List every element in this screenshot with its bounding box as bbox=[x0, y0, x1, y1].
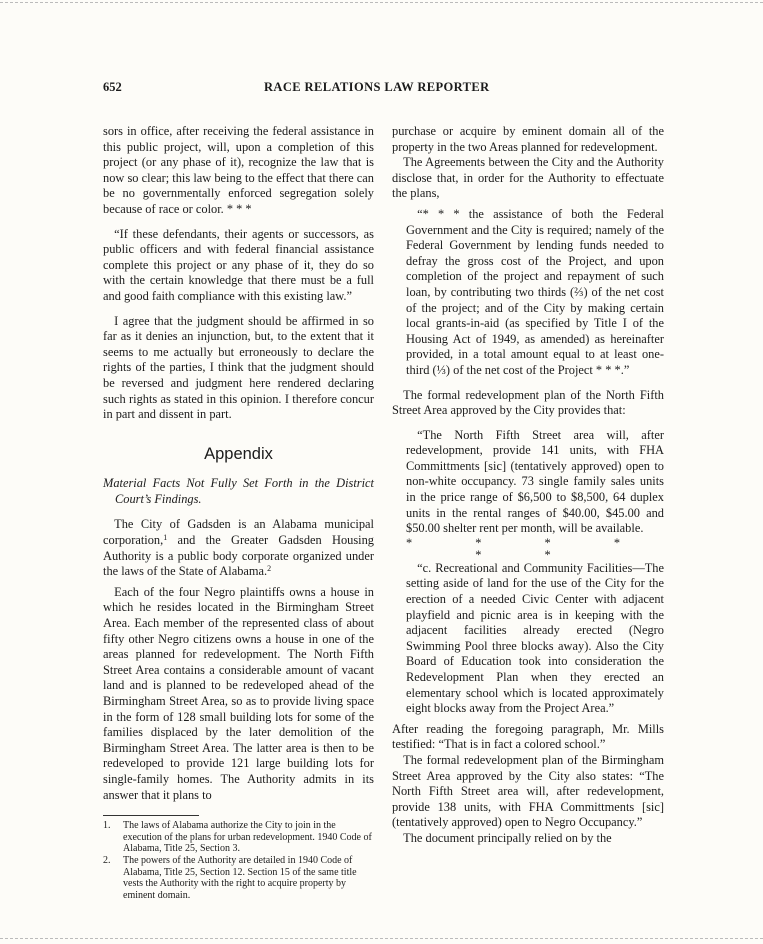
paragraph: The document principally relied on by the bbox=[403, 830, 612, 845]
page-number: 652 bbox=[103, 80, 122, 94]
footnote bbox=[103, 855, 374, 901]
quoted-paragraph: “* * * the assistance of both the Federal Government and the City is required; namely of the Federal Government by lending funds needed to defray the gross cost of the Project, and upon completion of the project and repayment of such loan, by contributing two thirds (⅔) of the net cost of the project; and of the City by making certain local grants-in-aid (as specified by Title I of the Housing Act of 1949, as amended) as hereinafter provided, in a total amount equal to at least one-third (⅓) of the net cost of the Project * * *.” bbox=[406, 206, 664, 377]
footnote-rule bbox=[103, 815, 199, 816]
appendix-heading: Appendix bbox=[204, 444, 273, 463]
footnote bbox=[103, 820, 374, 855]
footnote-ref-1: 1 bbox=[163, 533, 168, 543]
footnote-text: The powers of the Authority are detailed in 1940 Code of Alabama, Title 25, Section 12. Section 15 of the same title vests the Authority with the right to acquire property by eminent domain. bbox=[123, 854, 357, 901]
right-column bbox=[392, 124, 664, 847]
paragraph: sors in office, after receiving the federal assistance in this public project, will, upon a completion of this project (or any phase of it), recognize the law that is now so clear; this law being to the effect that there can be no governmentally enforced segregation solely because of race or color. * * * bbox=[103, 124, 374, 216]
footnote-text: The laws of Alabama authorize the City to join in the execution of the plans for urban redevelopment. 1940 Code of Alabama, Title 25, Section 3. bbox=[123, 820, 372, 855]
paragraph: Each of the four Negro plaintiffs owns a house in which he resides located in the Birmingham Street Area. Each member of the represented class of about fifty other Negro citizens owns a house in one of the areas planned for redevelopment. The North Fifth Street Area contains a considerable amount of vacant land and is planned to be redeveloped ahead of the Birmingham Street Area, so as to provide living space in the form of 128 small building lots for some of the families displaced by the later demolition of the Birmingham Street Area. The latter area is then to be redeveloped to provide 121 large building lots for single-family homes. The Authority admits in its answer that it plans to bbox=[103, 584, 374, 802]
paragraph: The formal redevelopment plan of the Birmingham Street Area approved by the City also states: “The North Fifth Street area will, after redevelopment, provide 138 units, with FHA Committments [sic] (tentatively approved) open to Negro Occupancy.” bbox=[392, 752, 664, 830]
footnote-ref-2: 2 bbox=[267, 564, 272, 574]
footnote-number: 1. bbox=[103, 820, 111, 832]
paragraph: The formal redevelopment plan of the North Fifth Street Area approved by the City provides that: bbox=[392, 387, 664, 418]
quoted-paragraph: “If these defendants, their agents or successors, as public officers and with federal financial assistance complete this project or any phase of it, they do so with the certain knowledge that there must be a full and good faith compliance with this existing law.” bbox=[103, 226, 374, 303]
scan-edge-bottom bbox=[0, 938, 763, 939]
footnote-number: 2. bbox=[103, 854, 111, 866]
paragraph: I agree that the judgment should be affirmed in so far as it denies an injunction, but, to the extent that it seems to me actually but erroneously to declare the rights of the parties, I think that the judgment should be reversed and judgment here rendered declaring such rights as stated in this opinion. I therefore concur in part and dissent in part. bbox=[103, 313, 374, 422]
paragraph-text: and the Greater Gadsden Housing Authority is a public body corporate organized under the laws of the State of Alabama. bbox=[103, 533, 374, 579]
scan-edge-top bbox=[0, 2, 763, 3]
ellipsis-stars: * * * * * * bbox=[405, 535, 651, 562]
left-column bbox=[103, 124, 374, 901]
quoted-paragraph: “The North Fifth Street area will, after redevelopment, provide 141 units, with FHA Committments [sic] (tentatively approved) open to non-white occupancy. 73 single family sales units in the price range of $6,500 to $8,500, 64 duplex units in the rental ranges of $40.00, $45.00 and $50.00 shelter rent per month, will be available. bbox=[406, 427, 664, 536]
quoted-paragraph: “c. Recreational and Community Facilities—The setting aside of land for the use of the City for the erection of a needed Civic Center with adjacent playfield and picnic area is in keeping with the adjacent facilities already erected (Negro Swimming Pool three blocks away). Also the City Board of Education took into consideration the Redevelopment Plan when they erected an elementary school which is located approximately eight blocks away from the Project Area.” bbox=[406, 560, 664, 716]
paragraph: purchase or acquire by eminent domain all of the property in the two Areas planned for redevelopment. bbox=[392, 124, 664, 154]
paragraph: After reading the foregoing paragraph, Mr. Mills testified: “That is in fact a colored school.” bbox=[392, 721, 664, 752]
paragraph-text: The City of Gadsden is an Alabama municipal corporation, bbox=[103, 517, 374, 548]
section-heading: Material Facts Not Fully Set Forth in the District Court’s Findings. bbox=[103, 476, 374, 506]
running-head: RACE RELATIONS LAW REPORTER bbox=[264, 80, 490, 94]
paragraph: The Agreements between the City and the Authority disclose that, in order for the Authority to effectuate the plans, bbox=[392, 155, 664, 201]
paragraph bbox=[103, 517, 374, 579]
